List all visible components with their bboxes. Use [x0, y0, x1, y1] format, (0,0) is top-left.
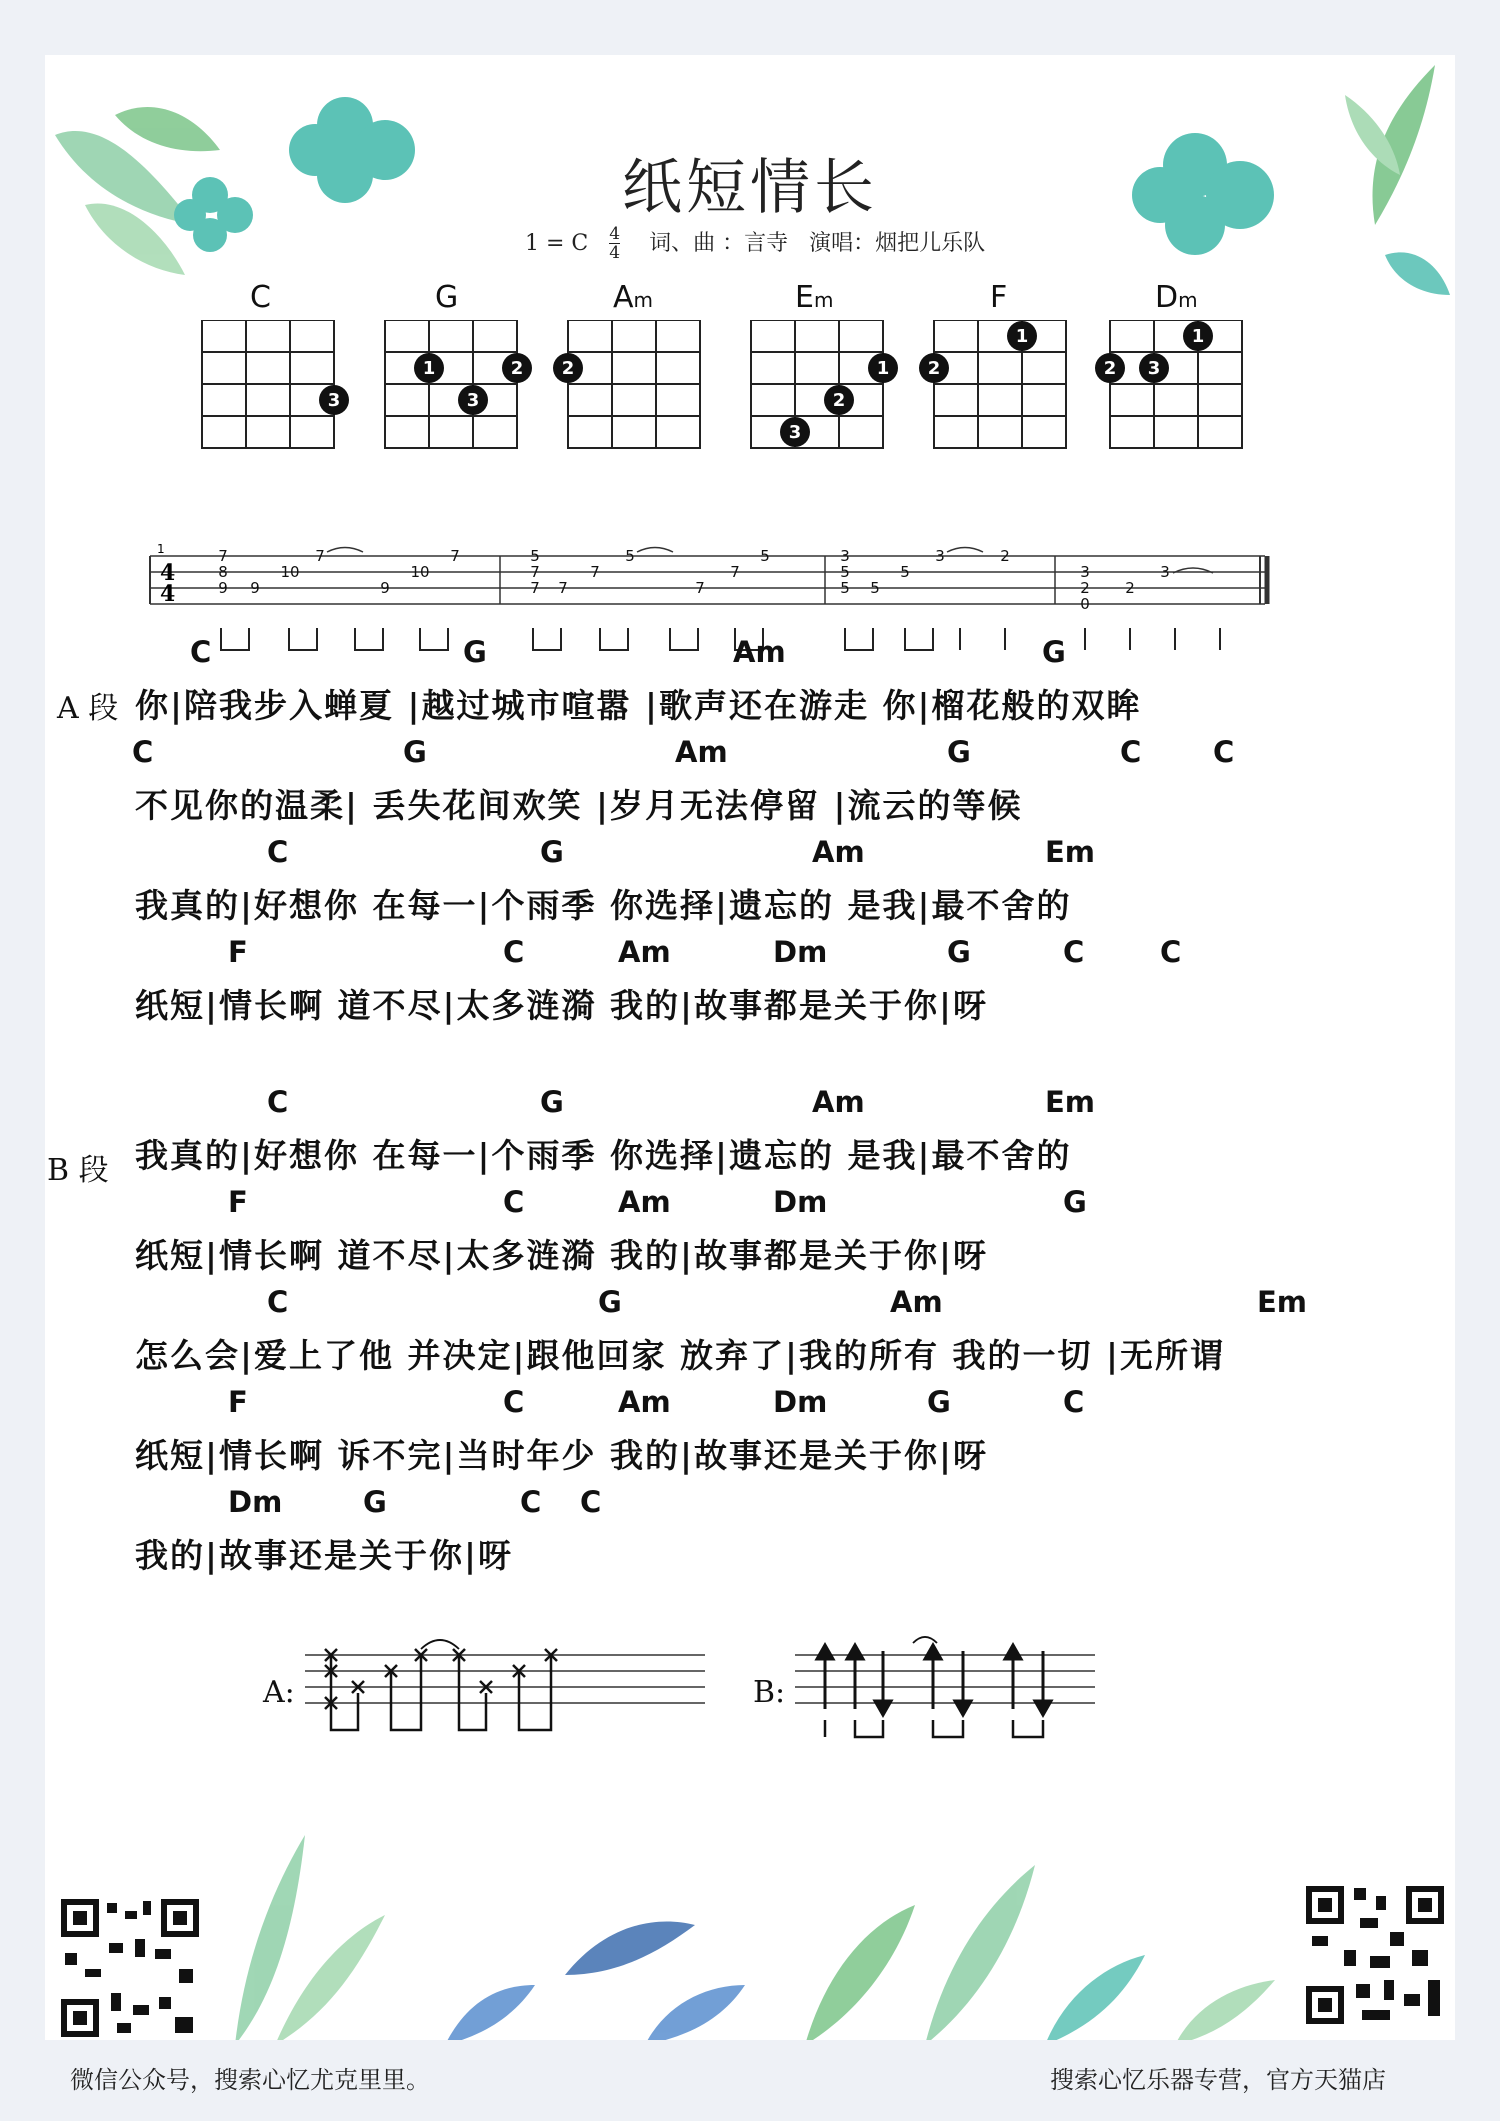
- chord-label: Am: [618, 1185, 671, 1219]
- chord-diagrams: [45, 280, 1455, 510]
- svg-text:3: 3: [1080, 563, 1090, 581]
- chord-label: C: [1063, 935, 1085, 969]
- svg-text:7: 7: [530, 579, 540, 597]
- chord-label: G: [1063, 1185, 1087, 1219]
- svg-text:1: 1: [1191, 326, 1205, 347]
- footer-right-text: 搜索心忆乐器专营，官方天猫店: [1050, 2066, 1386, 2094]
- qr-code-right-icon: [1300, 1880, 1450, 2030]
- song-credits: 词、曲 ：言寺: [649, 230, 789, 256]
- chord-label: G: [540, 835, 564, 869]
- chord-label: Dm: [773, 1385, 828, 1419]
- chord-label: C: [267, 1085, 289, 1119]
- chord-label: Dm: [773, 1185, 828, 1219]
- score-sheet: [45, 55, 1455, 2040]
- chord-label: G: [403, 735, 427, 769]
- section-b-label: B 段: [47, 1153, 109, 1188]
- svg-text:5: 5: [870, 579, 880, 597]
- svg-text:3: 3: [1160, 563, 1170, 581]
- chord-label: C: [1120, 735, 1142, 769]
- svg-text:7: 7: [558, 579, 568, 597]
- chord-label: Em: [1045, 835, 1096, 869]
- chord-label: C: [190, 635, 212, 669]
- song-meta: [525, 225, 999, 262]
- svg-text:3: 3: [840, 547, 850, 565]
- svg-text:9: 9: [218, 579, 228, 597]
- svg-text:3: 3: [327, 390, 341, 411]
- tab-measure-number: 1: [157, 542, 165, 556]
- time-signature: [609, 225, 620, 262]
- chord-label: Am: [812, 835, 865, 869]
- chord-label: Am: [675, 735, 728, 769]
- qr-code-left-icon: [55, 1893, 205, 2040]
- svg-text:9: 9: [380, 579, 390, 597]
- chord-diagram-name-am: Am: [613, 280, 654, 315]
- lyric-line: 我真的|好想你 在每一|个雨季 你选择|遗忘的 是我|最不舍的: [135, 1136, 1072, 1175]
- svg-text:2: 2: [1103, 358, 1117, 379]
- chord-diagram-name-g: G: [435, 280, 459, 315]
- svg-text:3: 3: [788, 422, 802, 443]
- chord-label: Dm: [228, 1485, 283, 1519]
- chord-label: C: [1160, 935, 1182, 969]
- time-signature-top: 4: [609, 224, 621, 244]
- chord-label: G: [363, 1485, 387, 1519]
- svg-text:2: 2: [1125, 579, 1135, 597]
- svg-text:5: 5: [840, 563, 850, 581]
- svg-text:7: 7: [218, 547, 228, 565]
- svg-text:1: 1: [876, 358, 890, 379]
- lyric-line: 纸短|情长啊 诉不完|当时年少 我的|故事还是关于你|呀: [135, 1436, 988, 1475]
- chord-label: Am: [733, 635, 786, 669]
- chord-label: Am: [618, 1385, 671, 1419]
- strum-pattern-b-icon: [795, 1625, 1195, 1755]
- chord-label: Dm: [773, 935, 828, 969]
- svg-text:8: 8: [218, 563, 228, 581]
- chord-label: G: [463, 635, 487, 669]
- chord-label: C: [1213, 735, 1235, 769]
- chord-label: C: [580, 1485, 602, 1519]
- song-title: 纸短情长: [622, 153, 878, 223]
- lyric-line: 纸短|情长啊 道不尽|太多涟漪 我的|故事都是关于你|呀: [135, 986, 988, 1025]
- svg-text:10: 10: [410, 563, 430, 581]
- time-signature-bottom: 4: [609, 243, 621, 263]
- svg-text:0: 0: [1080, 595, 1090, 613]
- svg-text:7: 7: [450, 547, 460, 565]
- svg-text:9: 9: [250, 579, 260, 597]
- chord-label: G: [947, 935, 971, 969]
- song-singer: 演唱：烟把儿乐队: [809, 230, 986, 256]
- svg-text:7: 7: [695, 579, 705, 597]
- chord-label: F: [228, 1385, 248, 1419]
- tab-time-bottom: 4: [160, 581, 176, 607]
- chord-label: Em: [1257, 1285, 1308, 1319]
- svg-text:5: 5: [900, 563, 910, 581]
- strum-pattern-a-icon: [305, 1625, 705, 1755]
- svg-text:2: 2: [927, 358, 941, 379]
- lyric-line: 纸短|情长啊 道不尽|太多涟漪 我的|故事都是关于你|呀: [135, 1236, 988, 1275]
- svg-text:5: 5: [840, 579, 850, 597]
- chord-label: F: [228, 1185, 248, 1219]
- svg-text:5: 5: [530, 547, 540, 565]
- chord-label: C: [267, 1285, 289, 1319]
- svg-text:7: 7: [315, 547, 325, 565]
- chord-label: C: [503, 1185, 525, 1219]
- chord-label: C: [1063, 1385, 1085, 1419]
- svg-text:7: 7: [730, 563, 740, 581]
- chord-label: Em: [1045, 1085, 1096, 1119]
- footer-left-text: 微信公众号，搜索心忆尤克里里。: [70, 2066, 430, 2094]
- lyric-line: 我真的|好想你 在每一|个雨季 你选择|遗忘的 是我|最不舍的: [135, 886, 1072, 925]
- chord-label: G: [927, 1385, 951, 1419]
- chord-label: F: [228, 935, 248, 969]
- lyric-line: 你|陪我步入蝉夏 |越过城市喧嚣 |歌声还在游走 你|榴花般的双眸: [135, 686, 1142, 725]
- chord-label: G: [540, 1085, 564, 1119]
- chord-diagram-name-c: C: [250, 280, 271, 315]
- svg-text:2: 2: [1080, 579, 1090, 597]
- lyric-line: 怎么会|爱上了他 并决定|跟他回家 放弃了|我的所有 我的一切 |无所谓: [135, 1336, 1225, 1375]
- svg-text:2: 2: [1000, 547, 1010, 565]
- chord-diagram-name-f: F: [990, 280, 1008, 315]
- svg-text:2: 2: [510, 358, 524, 379]
- svg-text:5: 5: [760, 547, 770, 565]
- chord-diagram-name-dm: Dm: [1155, 280, 1198, 315]
- svg-text:3: 3: [1147, 358, 1161, 379]
- chord-label: C: [503, 1385, 525, 1419]
- key-signature: 1 = C: [525, 230, 589, 256]
- lyric-line: 我的|故事还是关于你|呀: [135, 1536, 514, 1575]
- section-a-label: A 段: [57, 691, 119, 726]
- chord-diagram-name-em: Em: [795, 280, 834, 315]
- tab-time-top: 4: [160, 560, 176, 586]
- chord-label: G: [598, 1285, 622, 1319]
- svg-text:7: 7: [590, 563, 600, 581]
- chord-label: G: [947, 735, 971, 769]
- chord-label: G: [1042, 635, 1066, 669]
- chord-label: Am: [618, 935, 671, 969]
- chord-label: C: [132, 735, 154, 769]
- chord-label: C: [503, 935, 525, 969]
- chord-grids-icon: [45, 320, 1455, 510]
- pattern-b-label: B:: [753, 1675, 786, 1710]
- leaf-decoration-bottom-icon: [45, 1805, 1455, 2040]
- svg-text:5: 5: [625, 547, 635, 565]
- svg-text:3: 3: [935, 547, 945, 565]
- pattern-a-label: A:: [263, 1675, 295, 1710]
- chord-label: Am: [812, 1085, 865, 1119]
- svg-text:10: 10: [280, 563, 300, 581]
- svg-text:1: 1: [1015, 326, 1029, 347]
- chord-label: C: [520, 1485, 542, 1519]
- svg-text:2: 2: [832, 390, 846, 411]
- svg-text:1: 1: [422, 358, 436, 379]
- lyric-line: 不见你的温柔| 丢失花间欢笑 |岁月无法停留 |流云的等候: [135, 786, 1023, 825]
- chord-label: Am: [890, 1285, 943, 1319]
- svg-text:3: 3: [466, 390, 480, 411]
- chord-label: C: [267, 835, 289, 869]
- svg-text:2: 2: [561, 358, 575, 379]
- svg-text:7: 7: [530, 563, 540, 581]
